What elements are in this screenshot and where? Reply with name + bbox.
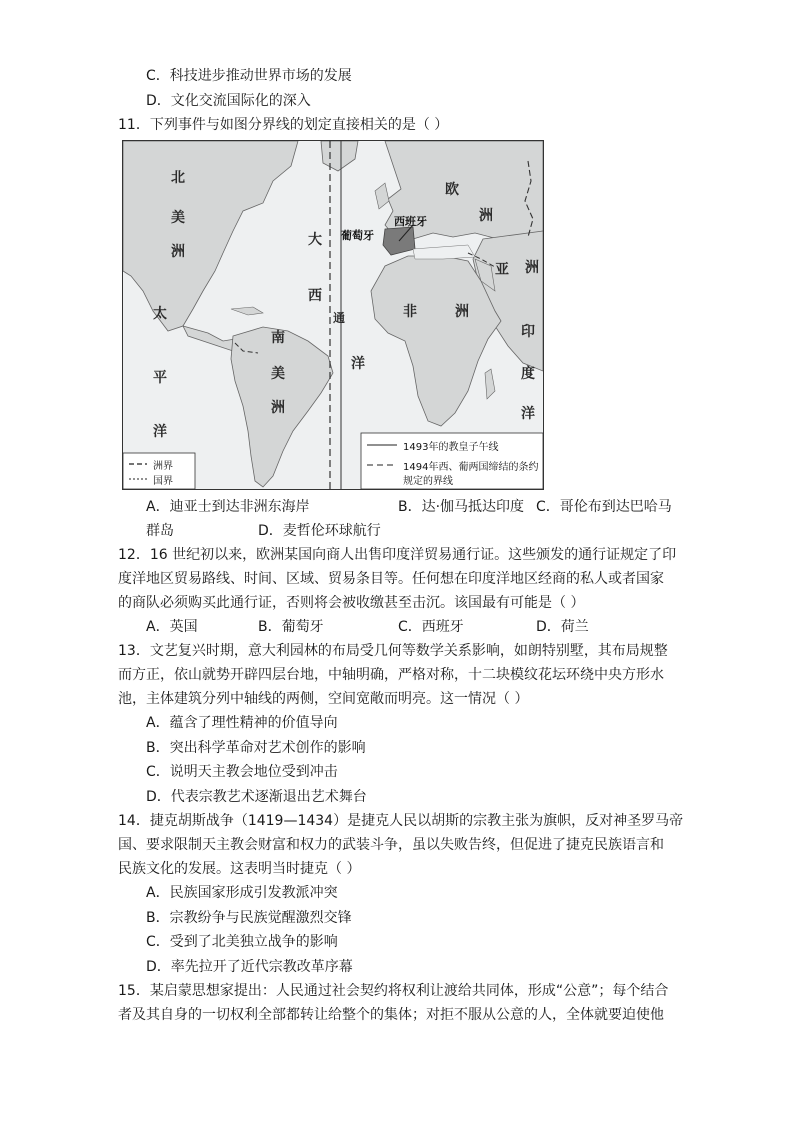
q14-line-1: 14．捷克胡斯战争（1419—1434）是捷克人民以胡斯的宗教主张为旗帜，反对神圣罗马帝 bbox=[118, 813, 684, 829]
label-america-n2: 洲 bbox=[171, 244, 185, 260]
label-da: 大 bbox=[308, 232, 322, 248]
legend-national-text: 国界 bbox=[153, 476, 173, 487]
label-zhou-africa: 洲 bbox=[455, 304, 469, 320]
q11-option-b: B．达·伽马抵达印度 bbox=[398, 499, 525, 515]
q14-option-d: D．率先拉开了近代宗教改革序幕 bbox=[146, 959, 353, 975]
q13-line-1: 13．文艺复兴时期，意大利园林的布局受几何等数学关系影响，如朗特别墅，其布局规整 bbox=[118, 643, 668, 659]
q11-option-d: D．麦哲伦环球航行 bbox=[258, 523, 381, 539]
q15-line-1: 15．某启蒙思想家提出：人民通过社会契约将权利让渡给共同体，形成“公意”；每个结合 bbox=[118, 983, 669, 999]
q11-option-c: C．哥伦布到达巴哈马 bbox=[536, 499, 672, 515]
q12-option-b: B．葡萄牙 bbox=[258, 619, 324, 635]
q13-line-2: 而方正，依山就势开辟四层台地，中轴明确，严格对称，十二块模纹花坛环绕中央方形水 bbox=[118, 667, 664, 683]
label-tai: 太 bbox=[153, 306, 167, 322]
q14-line-3: 民族文化的发展。这表明当时捷克（ ） bbox=[118, 861, 361, 877]
legend-1493-text: 1493年的教皇子午线 bbox=[403, 442, 499, 453]
label-yang-pacific: 洋 bbox=[153, 424, 167, 440]
label-yang-indian: 洋 bbox=[521, 406, 535, 422]
q11-option-c-cont: 群岛 bbox=[146, 523, 174, 539]
q13-option-a: A．蕴含了理性精神的价值导向 bbox=[146, 715, 338, 731]
q14-option-c: C．受到了北美独立战争的影响 bbox=[146, 934, 338, 950]
q13-option-b: B．突出科学革命对艺术创作的影响 bbox=[146, 740, 366, 756]
q12-option-c: C．西班牙 bbox=[398, 619, 464, 635]
label-tong: 通 bbox=[333, 311, 346, 325]
label-ou: 欧 bbox=[445, 182, 459, 198]
option-d-prev: D．文化交流国际化的深入 bbox=[146, 93, 311, 109]
legend-1494-text-a: 1494年西、葡两国缔结的条约 bbox=[403, 462, 539, 473]
q14-option-a: A．民族国家形成引发教派冲突 bbox=[146, 885, 338, 901]
label-zhou-europe: 洲 bbox=[479, 208, 493, 224]
label-xi: 西 bbox=[308, 288, 322, 304]
label-ya: 亚 bbox=[495, 262, 509, 278]
q14-line-2: 国、要求限制天主教会财富和权力的武装斗争，虽以失败告终，但促进了捷克民族语言和 bbox=[118, 837, 664, 853]
q15-line-2: 者及其自身的一切权利全部都转让给整个的集体；对拒不服从公意的人，全体就要迫使他 bbox=[118, 1007, 664, 1023]
q13-option-d: D．代表宗教艺术逐渐退出艺术舞台 bbox=[146, 789, 367, 805]
q12-option-a: A．英国 bbox=[146, 619, 198, 635]
q13-line-3: 池，主体建筑分列中轴线的两侧，空间宽敞而明亮。这一情况（ ） bbox=[118, 691, 529, 707]
q12-line-2: 度洋地区贸易路线、时间、区域、贸易条目等。任何想在印度洋地区经商的私人或者国家 bbox=[118, 571, 664, 587]
label-america-n1: 美 bbox=[171, 210, 185, 226]
label-spain: 西班牙 bbox=[394, 215, 427, 228]
label-du: 度 bbox=[521, 366, 535, 382]
label-mei-south: 美 bbox=[271, 366, 285, 382]
label-yang-atlantic: 洋 bbox=[351, 356, 365, 372]
label-north: 北 bbox=[171, 170, 185, 186]
q11-option-a: A．迪亚士到达非洲东海岸 bbox=[146, 499, 310, 515]
legend-continent-text: 洲界 bbox=[153, 461, 173, 472]
q12-line-3: 的商队必须购买此通行证，否则将会被收缴甚至击沉。该国最有可能是（ ） bbox=[118, 595, 585, 611]
label-ping: 平 bbox=[153, 370, 167, 386]
label-zhou-south: 洲 bbox=[271, 400, 285, 416]
legend-1494-text-b: 规定的界线 bbox=[403, 476, 453, 487]
q12-line-1: 12．16 世纪初以来，欧洲某国向商人出售印度洋贸易通行证。这些颁发的通行证规定了印 bbox=[118, 547, 677, 563]
label-yin: 印 bbox=[521, 324, 535, 340]
q12-option-d: D．荷兰 bbox=[536, 619, 589, 635]
option-c-prev: C．科技进步推动世界市场的发展 bbox=[146, 68, 352, 84]
q14-option-b: B．宗教纷争与民族觉醒激烈交锋 bbox=[146, 910, 352, 926]
label-fei: 非 bbox=[403, 304, 417, 320]
world-map-figure bbox=[122, 140, 544, 490]
label-portugal: 葡萄牙 bbox=[341, 229, 374, 242]
q13-option-c: C．说明天主教会地位受到冲击 bbox=[146, 764, 338, 780]
label-nan: 南 bbox=[271, 330, 285, 346]
label-zhou-asia: 洲 bbox=[525, 260, 539, 276]
question-11-stem: 11．下列事件与如图分界线的划定直接相关的是（ ） bbox=[118, 117, 449, 133]
